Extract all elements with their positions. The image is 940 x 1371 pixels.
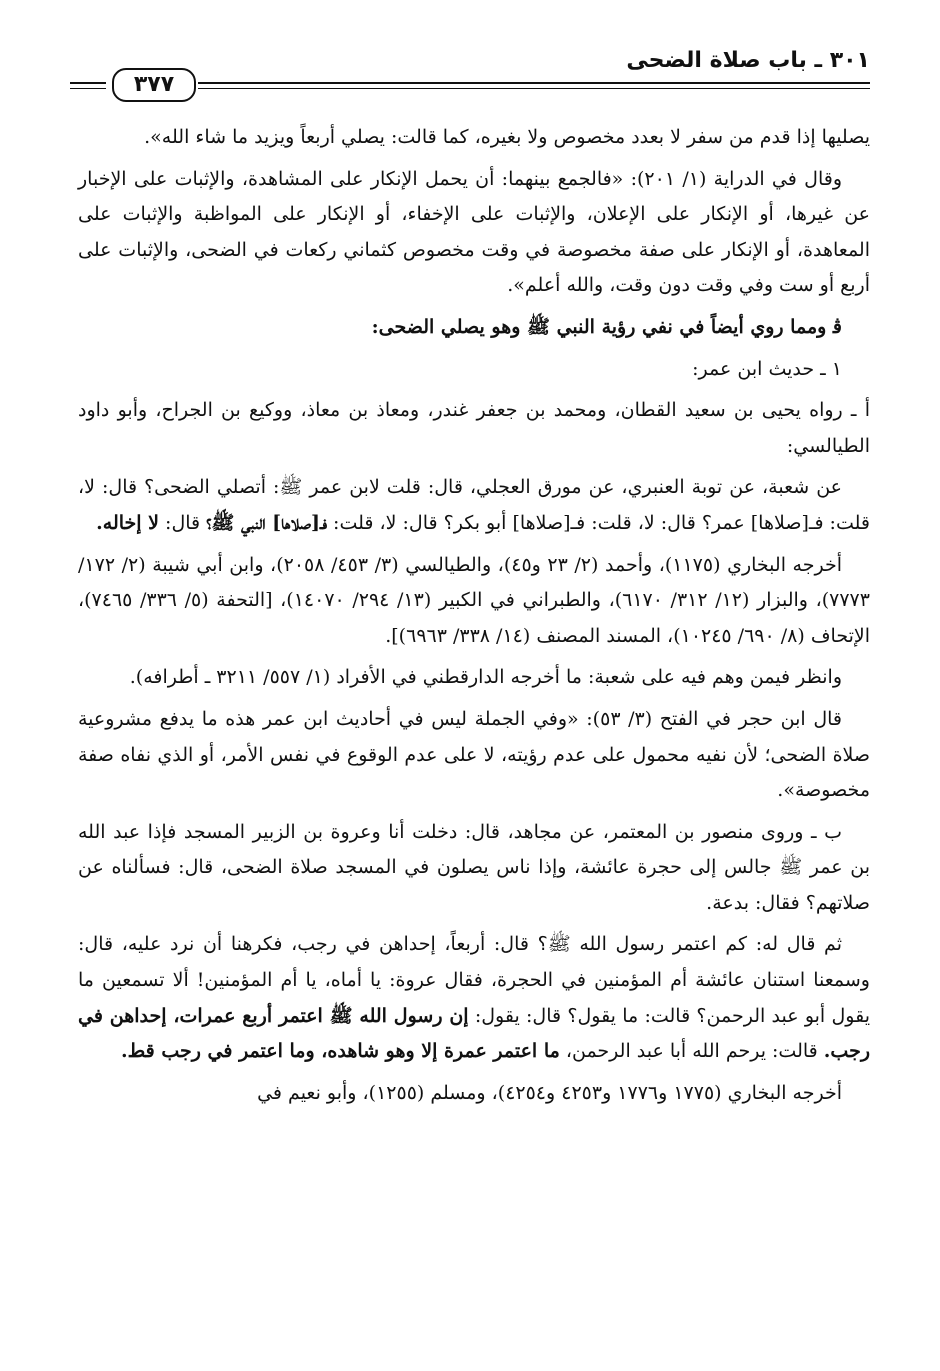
hadith-text-part: عن شعبة، عن توبة العنبري، عن مورق العجلي، قال: قلت لابن عمر ﷺ: أتصلي الضحى؟ قال: لا، قلت: فـ[صلاها] عمر؟ قال: لا، قلت: فـ[صلاها] أبو بكر؟ قال: لا، قلت: bbox=[78, 476, 870, 534]
quote-paragraph: قال ابن حجر في الفتح (٣/ ٥٣): «وفي الجملة ليس في أحاديث ابن عمر هذه ما يدفع مشروعية صلاة الضحى؛ لأن نفيه محمول على عدم رؤيته، لا على عدم الوقوع في نفس الأمر، أو الذي نفاه صفة مخصوصة». bbox=[78, 707, 870, 802]
paragraph: وقال في الدراية (١/ ٢٠١): «فالجمع بينهما: أن يحمل الإنكار على المشاهدة، والإثبات على الإخبار عن غيرها، أو الإنكار على الإعلان، والإثبات على الإخفاء، أو الإنكار على المواظبة والإثبات على المعاهدة، أو الإنكار على صفة مخصوصة في وقت مخصوص كثماني ركعات في الضحى، والإثبات على أربع أو ست وفي وقت دون وقت، والله أعلم». bbox=[78, 167, 870, 297]
chapter-title: ٣٠١ ـ باب صلاة الضحى bbox=[626, 48, 870, 73]
hadith-text bbox=[78, 470, 870, 541]
takhrij-paragraph: أخرجه البخاري (١١٧٥)، وأحمد (٢/ ٢٣ و٤٥)، والطيالسي (٣/ ٤٥٣/ ٢٠٥٨)، وابن أبي شيبة (٢/ ١٧٢/ ٧٧٧٣)، والبزار (١٢/ ٣١٢/ ٦١٧٠)، والطبراني في الكبير (١٣/ ٢٩٤/ ١٤٠٧٠)، [التحفة (٥/ ٣٣٦/ ٧٤٦٥)، الإتحاف (٨/ ٦٩٠/ ١٠٢٤٥)، المسند المصنف (١٤/ ٣٣٨/ ٦٩٦٣)]. bbox=[78, 553, 870, 647]
header-rule-end bbox=[70, 82, 106, 89]
hadith-text bbox=[78, 927, 870, 1069]
hadith-text-bold: لا إخاله. bbox=[96, 511, 159, 534]
hadith-text-part: قالت: يرحم الله أبا عبد الرحمن، bbox=[565, 1040, 818, 1063]
hadith-text-bold: فـ[صلاها] النبي ﷺ؟ bbox=[206, 511, 327, 534]
section-heading: ﭬ ومما روي أيضاً في نفي رؤية النبي ﷺ وهو يصلي الضحى: bbox=[371, 315, 842, 338]
header-rule bbox=[198, 82, 870, 89]
paragraph: وانظر فيمن وهم فيه على شعبة: ما أخرجه الدارقطني في الأفراد (١/ ٥٥٧/ ٣٢١١ ـ أطرافه). bbox=[129, 666, 842, 689]
paragraph: يصليها إذا قدم من سفر لا بعدد مخصوص ولا بغيره، كما قالت: يصلي أربعاً ويزيد ما شاء الله». bbox=[144, 126, 870, 148]
hadith-text-part: قال: bbox=[165, 511, 201, 534]
hadith-text-bold: إن رسول الله ﷺ اعتمر أربع عمرات، إحداهن في رجب. bbox=[78, 1004, 870, 1063]
takhrij-paragraph: أخرجه البخاري (١٧٧٥ و١٧٧٦ و٤٢٥٣ و٤٢٥٤)، ومسلم (١٢٥٥)، وأبو نعيم في bbox=[257, 1081, 842, 1104]
paragraph: ب ـ وروى منصور بن المعتمر، عن مجاهد، قال: دخلت أنا وعروة بن الزبير المسجد فإذا عبد الله بن عمر ﷺ جالس إلى حجرة عائشة، وإذا ناس يصلون في المسجد صلاة الضحى، قال: فسألناه عن صلاتهم؟ فقال: بدعة. bbox=[78, 820, 870, 914]
paragraph: أ ـ رواه يحيى بن سعيد القطان، ومحمد بن جعفر غندر، ومعاذ بن معاذ، ووكيع بن الجراح، وأبو داود الطيالسي: bbox=[78, 399, 870, 457]
page-number: ٣٧٧ bbox=[112, 68, 196, 102]
hadith-title: ١ ـ حديث ابن عمر: bbox=[692, 357, 842, 380]
page-header bbox=[70, 46, 870, 118]
page-body bbox=[78, 120, 870, 1117]
hadith-text-bold: ما اعتمر عمرة إلا وهو شاهده، وما اعتمر في رجب قط. bbox=[121, 1040, 560, 1063]
hadith-text-part: ثم قال له: كم اعتمر رسول الله ﷺ؟ قال: أربعاً، إحداهن في رجب، فكرهنا أن نرد عليه، قال: وسمعنا استنان عائشة أم المؤمنين في الحجرة، فقال عروة: يا أماه، يا أم المؤمنين! ألا تسمعين ما يقول أبو عبد الرحمن؟ قالت: ما يقول؟ قال: يقول: bbox=[78, 933, 870, 1027]
